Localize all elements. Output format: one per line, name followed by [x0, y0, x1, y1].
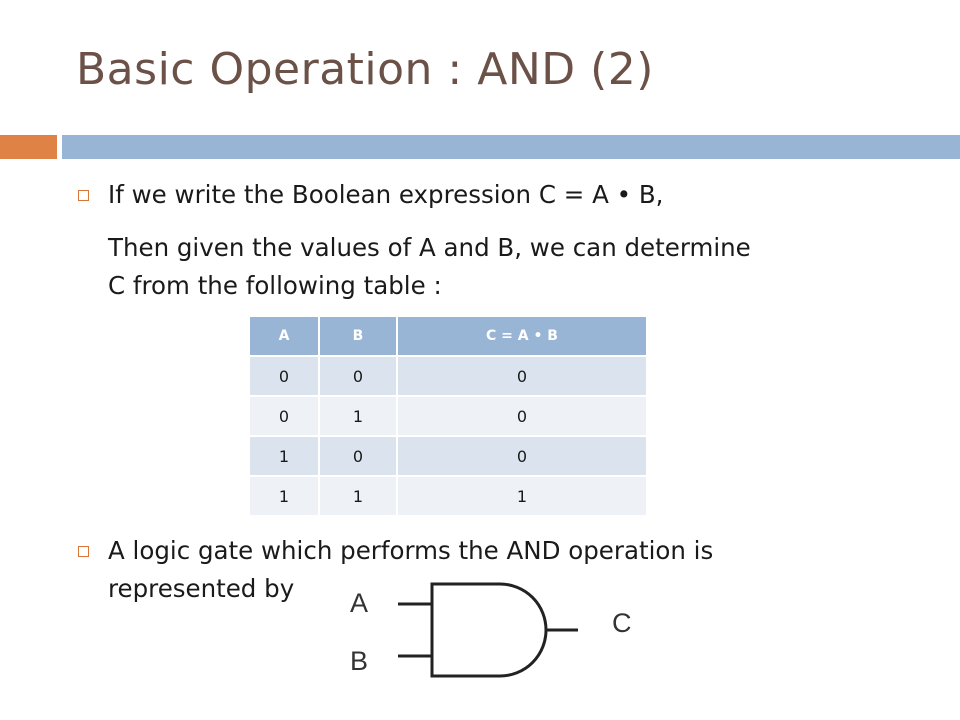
- gate-input-b-label: B: [350, 646, 369, 676]
- title-accent-bar: [0, 135, 57, 159]
- bullet-1-line-2: Then given the values of A and B, we can determine: [108, 233, 751, 262]
- header-b: B: [319, 317, 397, 356]
- slide-title: Basic Operation : AND (2): [76, 44, 654, 95]
- gate-input-a-label: A: [350, 588, 369, 618]
- table-row: [250, 356, 646, 396]
- cell-a: 1: [250, 436, 319, 476]
- header-c: C = A • B: [397, 317, 646, 356]
- cell-c: 0: [397, 356, 646, 396]
- bullet-1-line-1: If we write the Boolean expression C = A • B,: [108, 180, 664, 209]
- cell-b: 0: [319, 436, 397, 476]
- bullet-2-line-1: A logic gate which performs the AND operation is: [108, 536, 714, 565]
- gate-output-label: C: [612, 608, 632, 638]
- table-row: [250, 476, 646, 515]
- cell-b: 1: [319, 396, 397, 436]
- cell-c: 0: [397, 396, 646, 436]
- cell-b: 1: [319, 476, 397, 515]
- cell-c: 1: [397, 476, 646, 515]
- header-a: A: [250, 317, 319, 356]
- cell-a: 0: [250, 396, 319, 436]
- bullet-2-icon: [78, 546, 89, 557]
- cell-b: 0: [319, 356, 397, 396]
- cell-a: 0: [250, 356, 319, 396]
- table-row: [250, 436, 646, 476]
- and-gate-icon: [340, 572, 650, 692]
- truth-table: [250, 317, 646, 515]
- bullet-2-line-2: represented by: [108, 574, 295, 603]
- table-header-row: [250, 317, 646, 356]
- table-row: [250, 396, 646, 436]
- cell-c: 0: [397, 436, 646, 476]
- bullet-1-icon: [78, 190, 89, 201]
- title-underline-bar: [62, 135, 960, 159]
- bullet-1-line-3: C from the following table :: [108, 271, 442, 300]
- gate-body: [432, 584, 546, 676]
- cell-a: 1: [250, 476, 319, 515]
